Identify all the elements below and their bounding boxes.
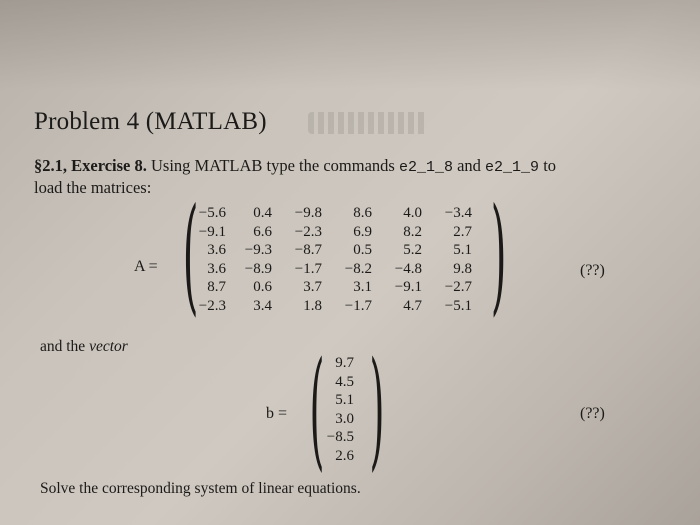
matrix-a-row	[186, 297, 472, 316]
matrix-a-cell: −8.7	[294, 242, 322, 259]
matrix-a-cell: 1.8	[303, 297, 322, 314]
and-the-prefix: and the	[40, 338, 86, 355]
matrix-a-cell: 2.7	[453, 223, 472, 240]
matrix-a-left-paren: (	[182, 181, 199, 328]
command-2: e2_1_9	[485, 159, 540, 176]
matrix-a-cell: 8.6	[353, 205, 372, 221]
matrix-a-cell: 9.8	[453, 260, 472, 277]
exercise-line-1	[34, 156, 634, 178]
matrix-a-cell: 3.6	[207, 242, 226, 259]
matrix-a-cell: −8.2	[344, 260, 372, 277]
vector-b-value: −8.5	[326, 429, 354, 445]
matrix-a-cell: 3.7	[303, 279, 322, 296]
vector-b-left-paren: (	[309, 335, 325, 484]
matrix-a-cell: −5.1	[444, 297, 472, 314]
vector-word: vector	[89, 338, 128, 355]
exercise-text-1: Using MATLAB type the commands	[151, 156, 395, 175]
exercise-text	[34, 156, 634, 198]
vector-b-value: 3.0	[335, 410, 354, 427]
matrix-a-row	[186, 223, 472, 242]
matrix-a-cell: 5.2	[403, 242, 422, 259]
matrix-a-cell: 8.7	[207, 279, 226, 296]
matrix-a-cell: 4.0	[403, 205, 422, 221]
exercise-section: §2.1, Exercise 8.	[34, 156, 147, 175]
matrix-a-cell: 6.6	[253, 223, 272, 240]
closing-instruction: Solve the corresponding system of linear equations.	[40, 480, 361, 497]
and-the-vector	[40, 338, 128, 356]
matrix-a-cell: −8.9	[244, 260, 272, 277]
vector-b-label: b =	[266, 405, 288, 422]
problem-title: Problem 4 (MATLAB)	[34, 108, 267, 135]
matrix-a-cell: −3.4	[444, 205, 472, 221]
matrix-a-tag: (??)	[580, 262, 605, 279]
command-1: e2_1_8	[398, 159, 453, 176]
vector-b	[308, 354, 354, 465]
vector-b-value: 4.5	[335, 373, 354, 390]
matrix-a-cell: −9.1	[394, 279, 422, 296]
matrix-a-cell: −2.7	[444, 279, 472, 296]
matrix-a-cell: 3.6	[207, 260, 226, 277]
exercise-text-2: to	[543, 156, 557, 175]
matrix-a-table	[186, 204, 472, 316]
matrix-a-cell: −9.3	[244, 242, 272, 259]
matrix-a-cell: −4.8	[394, 260, 422, 277]
matrix-a-row	[186, 278, 472, 297]
vector-b-value: 2.6	[335, 447, 354, 464]
vector-b-right-paren: )	[369, 335, 385, 484]
matrix-a-cell: −5.6	[198, 205, 226, 221]
matrix-a-cell: 3.1	[353, 279, 372, 296]
vector-b-value: 9.7	[335, 355, 354, 371]
matrix-a-row	[186, 260, 472, 279]
matrix-a-right-paren: )	[490, 181, 507, 328]
matrix-a-cell: 4.7	[403, 297, 422, 314]
matrix-a-cell: −2.3	[198, 297, 226, 314]
matrix-a-cell: −9.8	[294, 205, 322, 221]
matrix-a-row	[186, 204, 472, 223]
matrix-a-row	[186, 241, 472, 260]
matrix-a-cell: 0.6	[253, 279, 272, 296]
matrix-a-cell: −1.7	[294, 260, 322, 277]
bleed-through-text	[308, 112, 428, 134]
matrix-a-cell: 5.1	[453, 242, 472, 259]
page-shadow	[0, 0, 700, 90]
matrix-a-cell: 0.5	[353, 242, 372, 259]
matrix-a	[186, 204, 472, 316]
matrix-a-cell: 6.9	[353, 223, 372, 240]
matrix-a-label: A =	[134, 258, 158, 275]
exercise-line-2: load the matrices:	[34, 178, 152, 197]
matrix-a-cell: −1.7	[344, 297, 372, 314]
matrix-a-cell: 8.2	[403, 223, 422, 240]
and-word: and	[457, 156, 481, 175]
matrix-a-cell: −9.1	[198, 223, 226, 240]
vector-b-tag: (??)	[580, 405, 605, 422]
matrix-a-cell: −2.3	[294, 223, 322, 240]
matrix-a-cell: 3.4	[253, 297, 272, 314]
matrix-a-cell: 0.4	[253, 205, 272, 221]
vector-b-value: 5.1	[335, 392, 354, 408]
